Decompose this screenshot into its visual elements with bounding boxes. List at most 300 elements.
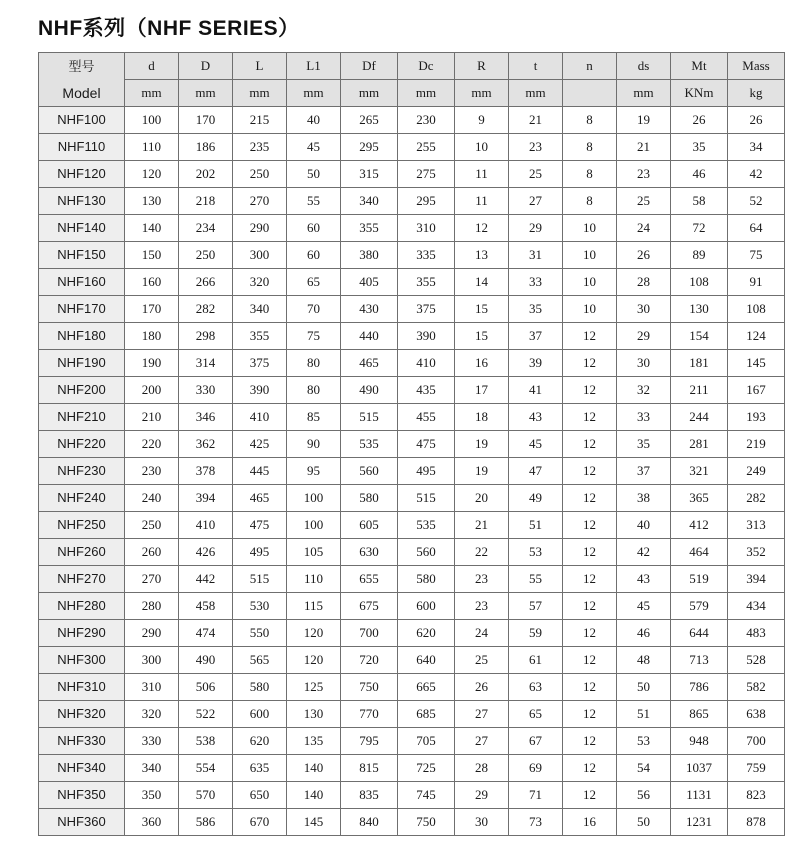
cell-ds: 28 xyxy=(617,269,671,296)
cell-R: 19 xyxy=(455,431,509,458)
cell-R: 10 xyxy=(455,134,509,161)
cell-Dc: 665 xyxy=(398,674,455,701)
cell-R: 18 xyxy=(455,404,509,431)
cell-n: 12 xyxy=(563,701,617,728)
cell-d: 330 xyxy=(125,728,179,755)
cell-L: 290 xyxy=(233,215,287,242)
cell-Df: 750 xyxy=(341,674,398,701)
cell-D: 234 xyxy=(179,215,233,242)
cell-R: 19 xyxy=(455,458,509,485)
cell-L: 410 xyxy=(233,404,287,431)
cell-Mt: 26 xyxy=(671,107,728,134)
cell-n: 12 xyxy=(563,350,617,377)
cell-Dc: 410 xyxy=(398,350,455,377)
cell-Mass: 42 xyxy=(728,161,785,188)
cell-d: 180 xyxy=(125,323,179,350)
cell-L: 270 xyxy=(233,188,287,215)
cell-n: 12 xyxy=(563,404,617,431)
cell-d: 280 xyxy=(125,593,179,620)
cell-R: 22 xyxy=(455,539,509,566)
cell-ds: 53 xyxy=(617,728,671,755)
cell-Mass: 700 xyxy=(728,728,785,755)
cell-n: 8 xyxy=(563,134,617,161)
cell-n: 12 xyxy=(563,755,617,782)
table-row xyxy=(39,539,785,566)
cell-t: 33 xyxy=(509,269,563,296)
table-row xyxy=(39,458,785,485)
cell-model: NHF340 xyxy=(39,755,125,782)
cell-Dc: 355 xyxy=(398,269,455,296)
cell-Mt: 713 xyxy=(671,647,728,674)
cell-t: 73 xyxy=(509,809,563,836)
cell-Mass: 249 xyxy=(728,458,785,485)
cell-Dc: 335 xyxy=(398,242,455,269)
page-title: NHF系列（NHF SERIES） xyxy=(38,17,300,40)
cell-Mt: 72 xyxy=(671,215,728,242)
cell-Mt: 130 xyxy=(671,296,728,323)
cell-Dc: 685 xyxy=(398,701,455,728)
cell-Df: 465 xyxy=(341,350,398,377)
cell-Mt: 281 xyxy=(671,431,728,458)
table-row xyxy=(39,269,785,296)
cell-ds: 33 xyxy=(617,404,671,431)
header-symbol-ds: ds xyxy=(617,53,671,80)
cell-model: NHF160 xyxy=(39,269,125,296)
cell-n: 10 xyxy=(563,269,617,296)
cell-model: NHF300 xyxy=(39,647,125,674)
cell-L: 320 xyxy=(233,269,287,296)
cell-Df: 295 xyxy=(341,134,398,161)
cell-n: 12 xyxy=(563,458,617,485)
cell-D: 474 xyxy=(179,620,233,647)
cell-L: 530 xyxy=(233,593,287,620)
cell-Mt: 1231 xyxy=(671,809,728,836)
cell-model: NHF240 xyxy=(39,485,125,512)
header-unit-Mass: kg xyxy=(728,80,785,107)
cell-model: NHF220 xyxy=(39,431,125,458)
cell-t: 53 xyxy=(509,539,563,566)
cell-Mt: 244 xyxy=(671,404,728,431)
cell-L: 235 xyxy=(233,134,287,161)
cell-model: NHF150 xyxy=(39,242,125,269)
cell-n: 10 xyxy=(563,242,617,269)
table-row xyxy=(39,809,785,836)
cell-L1: 145 xyxy=(287,809,341,836)
cell-d: 320 xyxy=(125,701,179,728)
cell-Mt: 579 xyxy=(671,593,728,620)
cell-t: 37 xyxy=(509,323,563,350)
cell-L: 550 xyxy=(233,620,287,647)
cell-n: 10 xyxy=(563,296,617,323)
cell-D: 298 xyxy=(179,323,233,350)
cell-d: 140 xyxy=(125,215,179,242)
cell-R: 23 xyxy=(455,593,509,620)
cell-L: 465 xyxy=(233,485,287,512)
cell-D: 490 xyxy=(179,647,233,674)
header-symbol-Dc: Dc xyxy=(398,53,455,80)
cell-Df: 405 xyxy=(341,269,398,296)
cell-L1: 110 xyxy=(287,566,341,593)
cell-D: 282 xyxy=(179,296,233,323)
cell-ds: 51 xyxy=(617,701,671,728)
header-unit-n xyxy=(563,80,617,107)
cell-L1: 65 xyxy=(287,269,341,296)
cell-D: 538 xyxy=(179,728,233,755)
cell-Df: 795 xyxy=(341,728,398,755)
cell-d: 230 xyxy=(125,458,179,485)
cell-Df: 440 xyxy=(341,323,398,350)
header-unit-Mt: KNm xyxy=(671,80,728,107)
header-unit-R: mm xyxy=(455,80,509,107)
header-symbol-Df: Df xyxy=(341,53,398,80)
cell-Mt: 89 xyxy=(671,242,728,269)
cell-L1: 105 xyxy=(287,539,341,566)
cell-Mt: 1131 xyxy=(671,782,728,809)
cell-Mt: 154 xyxy=(671,323,728,350)
cell-D: 250 xyxy=(179,242,233,269)
cell-Dc: 725 xyxy=(398,755,455,782)
cell-Dc: 750 xyxy=(398,809,455,836)
cell-D: 314 xyxy=(179,350,233,377)
cell-R: 15 xyxy=(455,323,509,350)
cell-L1: 95 xyxy=(287,458,341,485)
cell-Mass: 124 xyxy=(728,323,785,350)
cell-ds: 24 xyxy=(617,215,671,242)
cell-L1: 120 xyxy=(287,620,341,647)
cell-D: 362 xyxy=(179,431,233,458)
cell-R: 9 xyxy=(455,107,509,134)
cell-Df: 265 xyxy=(341,107,398,134)
cell-d: 240 xyxy=(125,485,179,512)
table-row xyxy=(39,350,785,377)
cell-t: 39 xyxy=(509,350,563,377)
cell-ds: 42 xyxy=(617,539,671,566)
cell-D: 266 xyxy=(179,269,233,296)
cell-Mass: 823 xyxy=(728,782,785,809)
cell-Mass: 52 xyxy=(728,188,785,215)
cell-t: 25 xyxy=(509,161,563,188)
cell-Mass: 26 xyxy=(728,107,785,134)
cell-Mt: 46 xyxy=(671,161,728,188)
cell-Mass: 282 xyxy=(728,485,785,512)
cell-model: NHF270 xyxy=(39,566,125,593)
cell-t: 49 xyxy=(509,485,563,512)
cell-Dc: 600 xyxy=(398,593,455,620)
cell-L: 390 xyxy=(233,377,287,404)
cell-D: 426 xyxy=(179,539,233,566)
cell-d: 200 xyxy=(125,377,179,404)
cell-Dc: 390 xyxy=(398,323,455,350)
cell-L1: 80 xyxy=(287,350,341,377)
cell-L1: 115 xyxy=(287,593,341,620)
cell-ds: 56 xyxy=(617,782,671,809)
cell-ds: 40 xyxy=(617,512,671,539)
cell-L1: 80 xyxy=(287,377,341,404)
cell-Dc: 560 xyxy=(398,539,455,566)
header-symbol-D: D xyxy=(179,53,233,80)
cell-Df: 700 xyxy=(341,620,398,647)
cell-D: 378 xyxy=(179,458,233,485)
cell-R: 30 xyxy=(455,809,509,836)
cell-R: 12 xyxy=(455,215,509,242)
cell-t: 55 xyxy=(509,566,563,593)
cell-Mt: 865 xyxy=(671,701,728,728)
cell-L: 620 xyxy=(233,728,287,755)
cell-L1: 125 xyxy=(287,674,341,701)
cell-Mass: 394 xyxy=(728,566,785,593)
cell-t: 47 xyxy=(509,458,563,485)
cell-d: 220 xyxy=(125,431,179,458)
cell-model: NHF280 xyxy=(39,593,125,620)
cell-L: 565 xyxy=(233,647,287,674)
cell-t: 63 xyxy=(509,674,563,701)
table-body xyxy=(39,107,785,836)
cell-Df: 630 xyxy=(341,539,398,566)
cell-L: 215 xyxy=(233,107,287,134)
cell-R: 15 xyxy=(455,296,509,323)
cell-model: NHF230 xyxy=(39,458,125,485)
cell-t: 61 xyxy=(509,647,563,674)
header-row-symbols xyxy=(39,53,785,80)
cell-Dc: 275 xyxy=(398,161,455,188)
cell-L1: 45 xyxy=(287,134,341,161)
cell-Dc: 310 xyxy=(398,215,455,242)
cell-Mt: 412 xyxy=(671,512,728,539)
cell-D: 186 xyxy=(179,134,233,161)
cell-Mass: 34 xyxy=(728,134,785,161)
cell-L1: 130 xyxy=(287,701,341,728)
cell-D: 570 xyxy=(179,782,233,809)
cell-n: 12 xyxy=(563,323,617,350)
cell-R: 28 xyxy=(455,755,509,782)
cell-Mt: 58 xyxy=(671,188,728,215)
cell-d: 150 xyxy=(125,242,179,269)
cell-Df: 835 xyxy=(341,782,398,809)
table-row xyxy=(39,242,785,269)
cell-n: 10 xyxy=(563,215,617,242)
cell-D: 346 xyxy=(179,404,233,431)
cell-R: 16 xyxy=(455,350,509,377)
cell-L1: 55 xyxy=(287,188,341,215)
cell-t: 65 xyxy=(509,701,563,728)
cell-model: NHF110 xyxy=(39,134,125,161)
cell-Dc: 295 xyxy=(398,188,455,215)
cell-Dc: 515 xyxy=(398,485,455,512)
cell-Mass: 352 xyxy=(728,539,785,566)
cell-L1: 90 xyxy=(287,431,341,458)
table-row xyxy=(39,647,785,674)
cell-Df: 490 xyxy=(341,377,398,404)
cell-n: 12 xyxy=(563,620,617,647)
cell-model: NHF190 xyxy=(39,350,125,377)
table-row xyxy=(39,431,785,458)
cell-Mt: 1037 xyxy=(671,755,728,782)
cell-L1: 75 xyxy=(287,323,341,350)
header-model-en: Model xyxy=(62,84,101,101)
cell-Df: 340 xyxy=(341,188,398,215)
nhf-series-spec-table xyxy=(38,52,785,836)
cell-L: 475 xyxy=(233,512,287,539)
cell-L1: 100 xyxy=(287,485,341,512)
table-row xyxy=(39,485,785,512)
cell-t: 31 xyxy=(509,242,563,269)
table-row xyxy=(39,107,785,134)
cell-L1: 40 xyxy=(287,107,341,134)
cell-L: 600 xyxy=(233,701,287,728)
cell-L: 635 xyxy=(233,755,287,782)
cell-Mass: 145 xyxy=(728,350,785,377)
table-header xyxy=(39,53,785,107)
cell-d: 340 xyxy=(125,755,179,782)
cell-Df: 515 xyxy=(341,404,398,431)
cell-D: 394 xyxy=(179,485,233,512)
cell-Mass: 582 xyxy=(728,674,785,701)
cell-Mass: 75 xyxy=(728,242,785,269)
cell-t: 29 xyxy=(509,215,563,242)
cell-n: 8 xyxy=(563,107,617,134)
cell-model: NHF320 xyxy=(39,701,125,728)
header-symbol-Mass: Mass xyxy=(728,53,785,80)
cell-L: 495 xyxy=(233,539,287,566)
cell-model: NHF360 xyxy=(39,809,125,836)
cell-t: 67 xyxy=(509,728,563,755)
table-row xyxy=(39,674,785,701)
cell-d: 350 xyxy=(125,782,179,809)
cell-ds: 30 xyxy=(617,296,671,323)
cell-d: 170 xyxy=(125,296,179,323)
header-unit-L1: mm xyxy=(287,80,341,107)
table-row xyxy=(39,755,785,782)
cell-ds: 29 xyxy=(617,323,671,350)
cell-ds: 25 xyxy=(617,188,671,215)
cell-Mass: 434 xyxy=(728,593,785,620)
header-unit-ds: mm xyxy=(617,80,671,107)
cell-model: NHF350 xyxy=(39,782,125,809)
cell-Df: 675 xyxy=(341,593,398,620)
cell-Df: 840 xyxy=(341,809,398,836)
cell-D: 506 xyxy=(179,674,233,701)
cell-L1: 60 xyxy=(287,215,341,242)
table-row xyxy=(39,161,785,188)
cell-t: 57 xyxy=(509,593,563,620)
cell-D: 554 xyxy=(179,755,233,782)
cell-L: 250 xyxy=(233,161,287,188)
table-row xyxy=(39,620,785,647)
table-row xyxy=(39,215,785,242)
cell-D: 218 xyxy=(179,188,233,215)
header-unit-d: mm xyxy=(125,80,179,107)
header-model xyxy=(39,53,125,107)
cell-Df: 770 xyxy=(341,701,398,728)
cell-n: 12 xyxy=(563,485,617,512)
cell-L: 580 xyxy=(233,674,287,701)
cell-Df: 430 xyxy=(341,296,398,323)
cell-L1: 120 xyxy=(287,647,341,674)
cell-model: NHF120 xyxy=(39,161,125,188)
cell-L: 515 xyxy=(233,566,287,593)
cell-D: 330 xyxy=(179,377,233,404)
cell-R: 24 xyxy=(455,620,509,647)
cell-L: 670 xyxy=(233,809,287,836)
table-row xyxy=(39,323,785,350)
cell-ds: 35 xyxy=(617,431,671,458)
cell-Mass: 193 xyxy=(728,404,785,431)
cell-d: 360 xyxy=(125,809,179,836)
header-symbol-d: d xyxy=(125,53,179,80)
cell-n: 12 xyxy=(563,512,617,539)
cell-Df: 380 xyxy=(341,242,398,269)
cell-ds: 46 xyxy=(617,620,671,647)
header-row-units xyxy=(39,80,785,107)
cell-d: 160 xyxy=(125,269,179,296)
cell-Mt: 519 xyxy=(671,566,728,593)
cell-Dc: 375 xyxy=(398,296,455,323)
cell-R: 27 xyxy=(455,728,509,755)
cell-Dc: 495 xyxy=(398,458,455,485)
header-unit-Df: mm xyxy=(341,80,398,107)
cell-L: 300 xyxy=(233,242,287,269)
cell-n: 12 xyxy=(563,566,617,593)
cell-t: 59 xyxy=(509,620,563,647)
cell-D: 170 xyxy=(179,107,233,134)
cell-R: 25 xyxy=(455,647,509,674)
cell-Mt: 108 xyxy=(671,269,728,296)
cell-D: 522 xyxy=(179,701,233,728)
cell-n: 12 xyxy=(563,782,617,809)
cell-ds: 45 xyxy=(617,593,671,620)
cell-model: NHF310 xyxy=(39,674,125,701)
cell-Dc: 455 xyxy=(398,404,455,431)
cell-R: 23 xyxy=(455,566,509,593)
header-unit-t: mm xyxy=(509,80,563,107)
cell-ds: 30 xyxy=(617,350,671,377)
cell-d: 250 xyxy=(125,512,179,539)
cell-Mt: 786 xyxy=(671,674,728,701)
cell-d: 300 xyxy=(125,647,179,674)
cell-model: NHF130 xyxy=(39,188,125,215)
cell-t: 71 xyxy=(509,782,563,809)
cell-L: 355 xyxy=(233,323,287,350)
cell-ds: 43 xyxy=(617,566,671,593)
cell-t: 69 xyxy=(509,755,563,782)
table-row xyxy=(39,512,785,539)
cell-ds: 50 xyxy=(617,674,671,701)
cell-model: NHF180 xyxy=(39,323,125,350)
cell-Mass: 759 xyxy=(728,755,785,782)
cell-Dc: 230 xyxy=(398,107,455,134)
cell-ds: 38 xyxy=(617,485,671,512)
cell-n: 8 xyxy=(563,161,617,188)
cell-ds: 32 xyxy=(617,377,671,404)
cell-L1: 100 xyxy=(287,512,341,539)
cell-L1: 70 xyxy=(287,296,341,323)
cell-model: NHF330 xyxy=(39,728,125,755)
cell-Mass: 64 xyxy=(728,215,785,242)
cell-R: 13 xyxy=(455,242,509,269)
cell-Mass: 91 xyxy=(728,269,785,296)
header-symbol-t: t xyxy=(509,53,563,80)
cell-ds: 19 xyxy=(617,107,671,134)
cell-Mass: 219 xyxy=(728,431,785,458)
cell-d: 100 xyxy=(125,107,179,134)
cell-Mt: 35 xyxy=(671,134,728,161)
cell-Dc: 255 xyxy=(398,134,455,161)
cell-d: 110 xyxy=(125,134,179,161)
cell-Df: 535 xyxy=(341,431,398,458)
cell-Df: 315 xyxy=(341,161,398,188)
cell-ds: 26 xyxy=(617,242,671,269)
cell-L: 425 xyxy=(233,431,287,458)
